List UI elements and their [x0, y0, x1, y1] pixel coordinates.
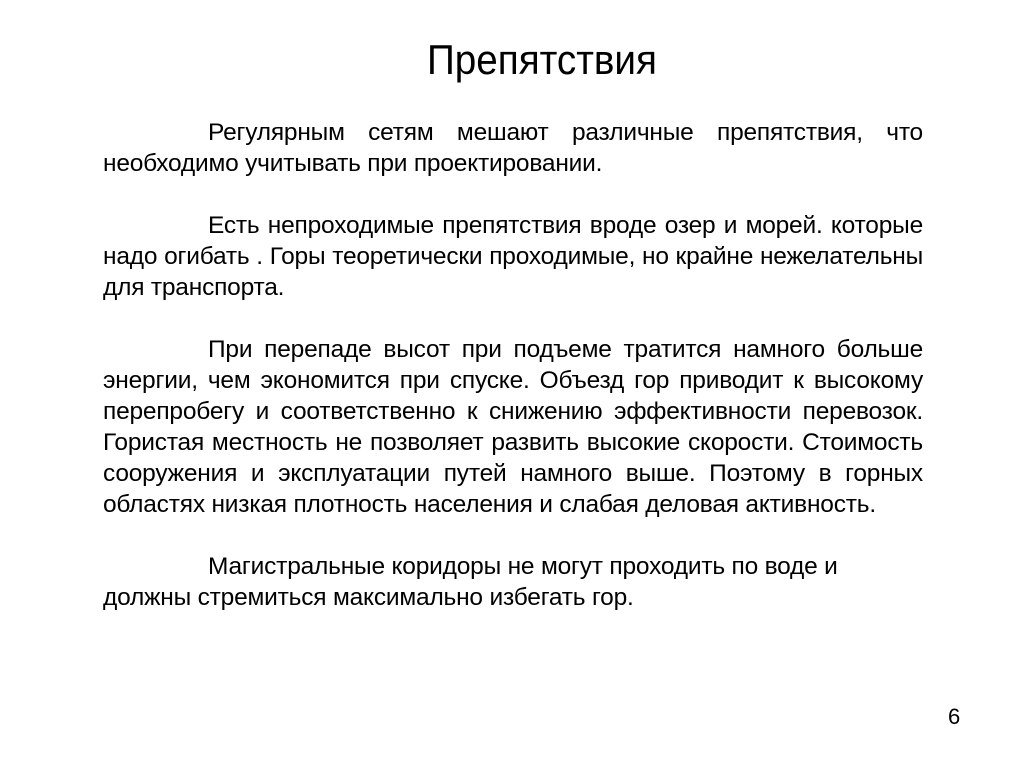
paragraph-2: Есть непроходимые препятствия вроде озер и морей. которые надо огибать . Горы теоретически проходимые, но крайне нежелательны для транспорта. [103, 212, 923, 301]
slide-title: Препятствия [427, 36, 657, 83]
page-number: 6 [948, 704, 961, 729]
slide-body [103, 117, 923, 644]
paragraph-3: При перепаде высот при подъеме тратится намного больше энергии, чем экономится при спуске. Объезд гор приводит к высокому перепробегу и соответственно к снижению эффективности перевозок. Гористая местность не позволяет развить высокие скорости. Стоимость сооружения и эксплуатации путей намного выше. Поэтому в горных областях низкая плотность населения и слабая деловая активность. [103, 336, 923, 518]
paragraph-1: Регулярным сетям мешают различные препятствия, что необходимо учитывать при проектировании. [103, 119, 923, 177]
paragraph-4: Магистральные коридоры не могут проходить по воде и должны стремиться максимально избегать гор. [103, 553, 838, 611]
